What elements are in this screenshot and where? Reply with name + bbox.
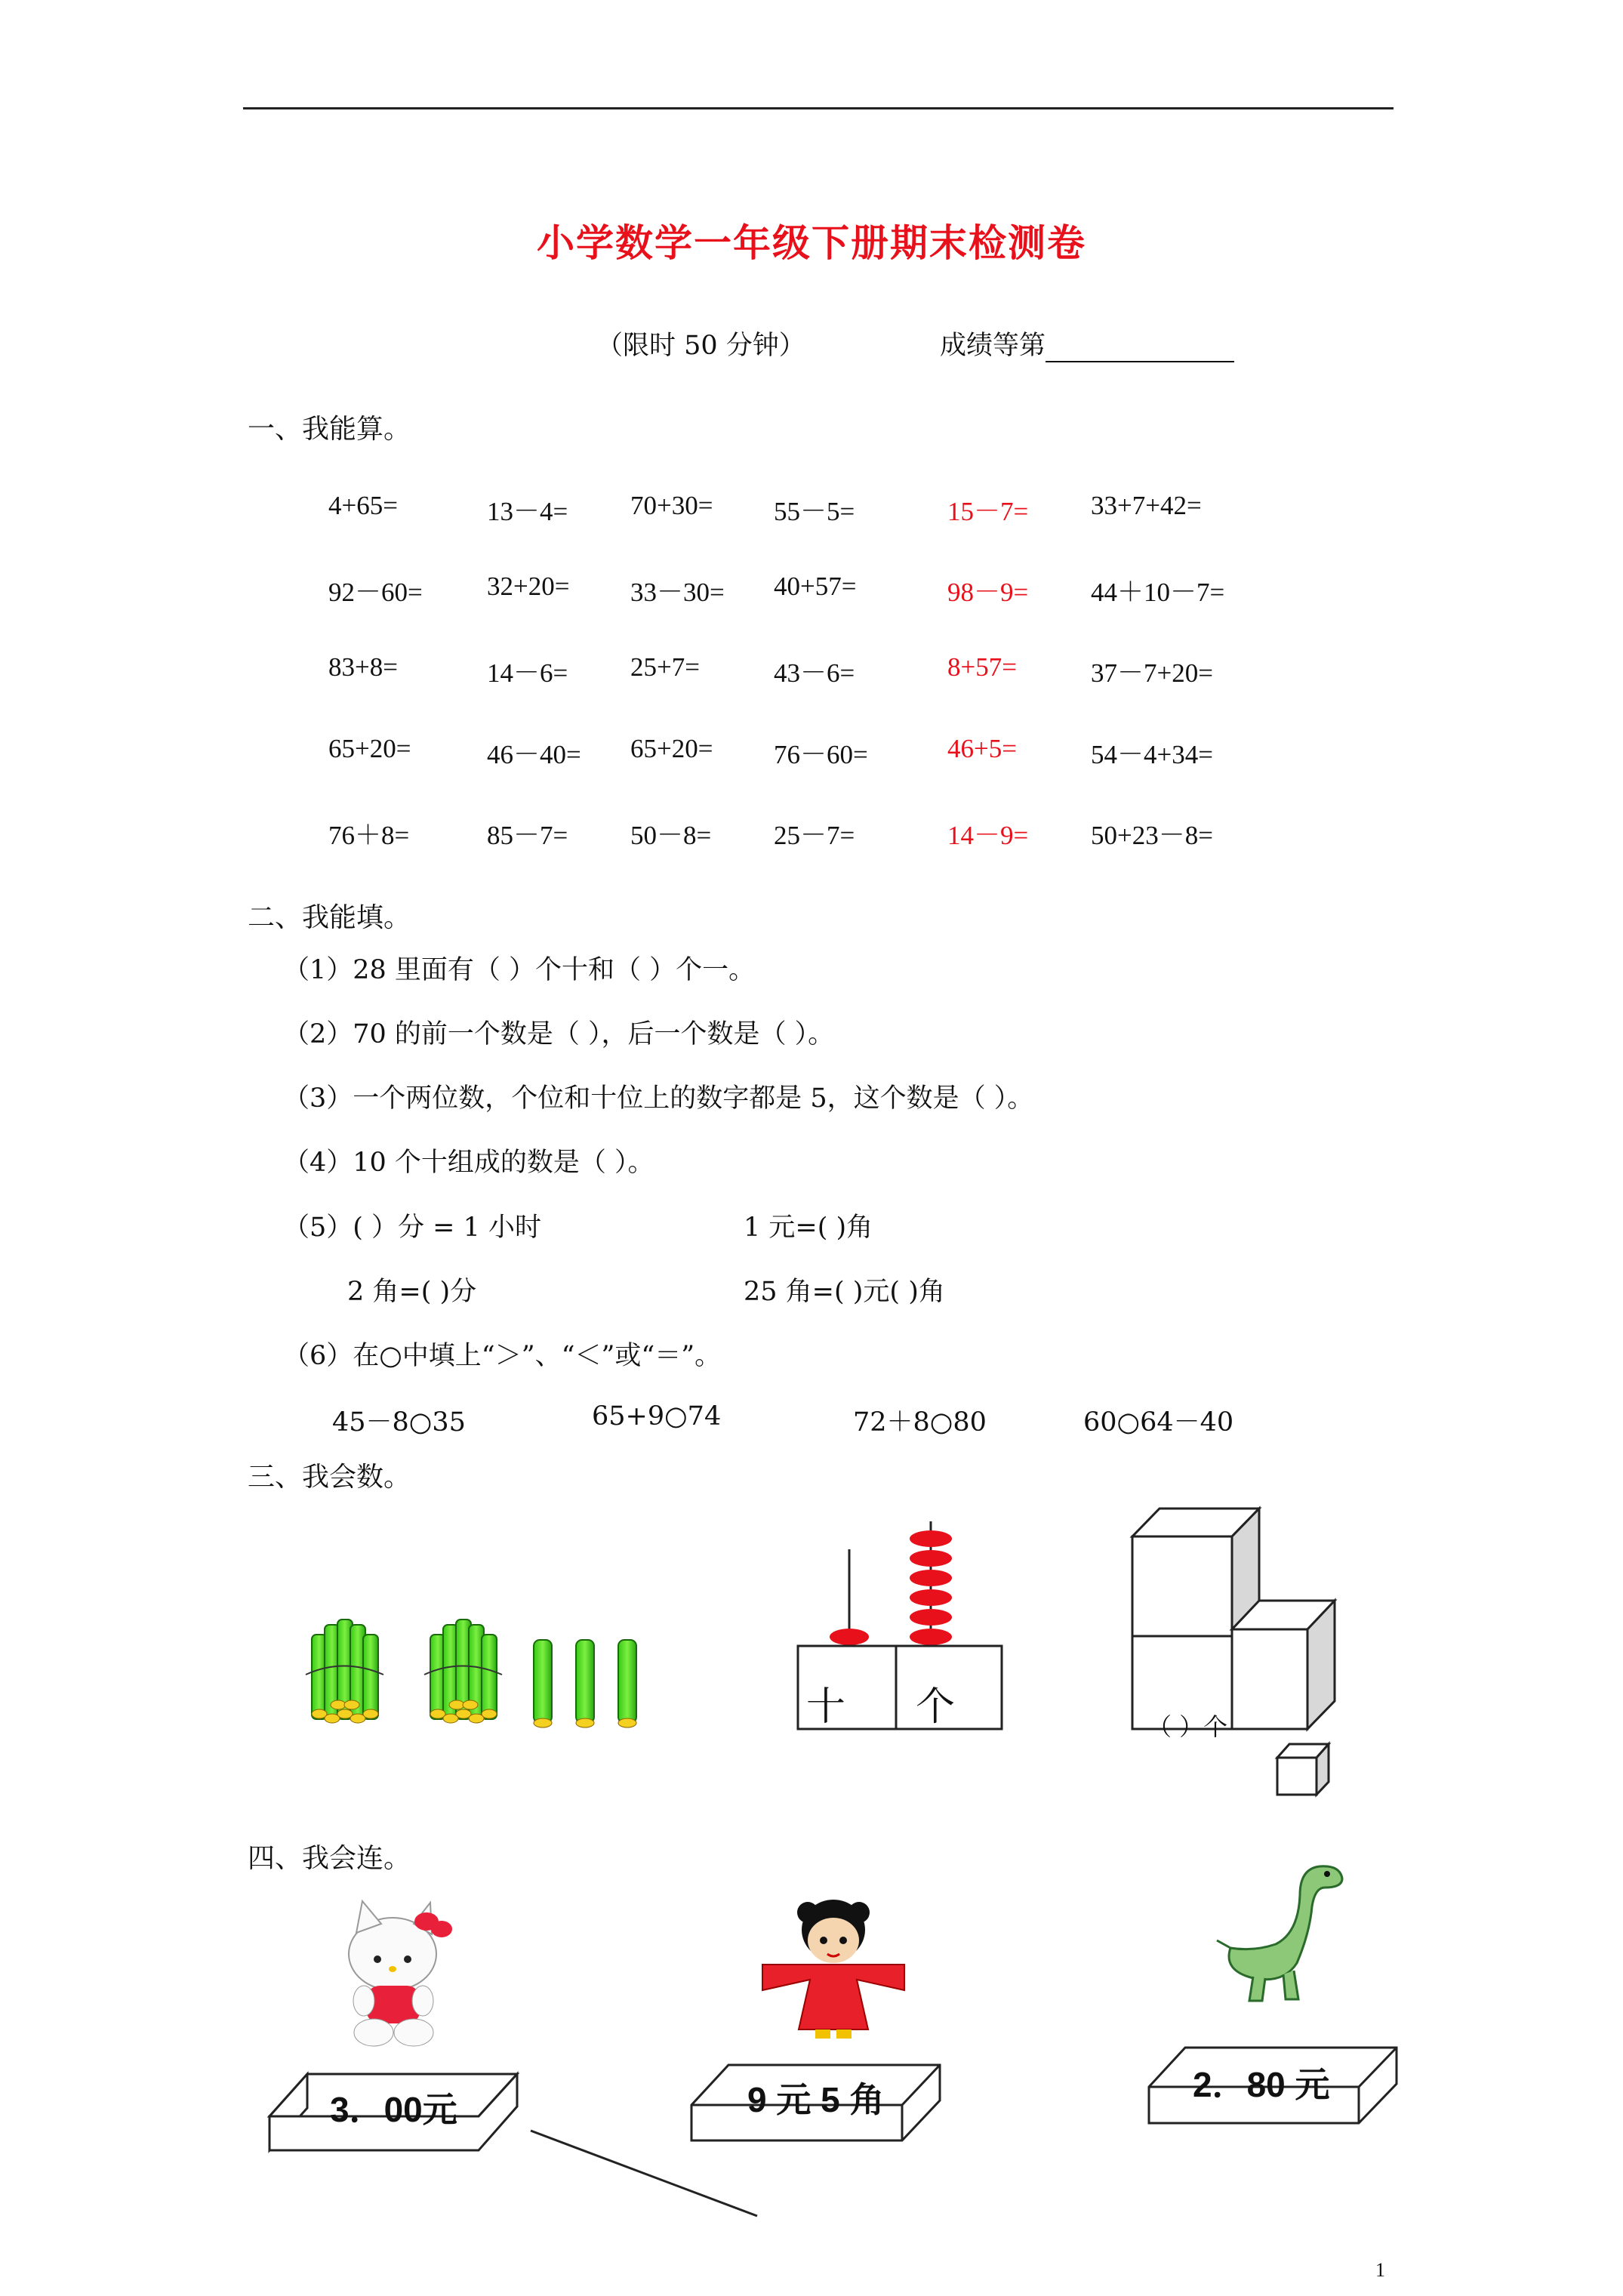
stick-bundle-2 — [424, 1620, 502, 1723]
section4-heading: 四、我会连。 — [248, 1843, 411, 1874]
section1-heading: 一、我能算。 — [248, 414, 411, 445]
section3-heading: 三、我会数。 — [248, 1462, 411, 1493]
calc-r2-c4: 40+57= — [774, 572, 857, 601]
calc-r3-c4: 43－6= — [774, 658, 855, 688]
calc-r2-c3: 33－30= — [630, 578, 725, 607]
calc-r1-c4: 55－5= — [774, 497, 855, 526]
fill-q4: （4）10 个十组成的数是（ ）。 — [283, 1148, 654, 1178]
calc-r3-c1: 83+8= — [328, 652, 398, 682]
stick-bundle-1 — [306, 1620, 383, 1723]
calc-r1-c5: 15－7= — [947, 497, 1029, 526]
price-label-2: 9 元 5 角 — [747, 2080, 885, 2119]
compare-3: 72＋8○80 — [853, 1407, 987, 1438]
calc-r3-c2: 14－6= — [487, 658, 568, 688]
single-sticks — [534, 1640, 636, 1727]
calc-r4-c6: 54－4+34= — [1091, 740, 1213, 769]
score-label: 成绩等第 — [940, 331, 1046, 361]
fill-q5-time: （5）( ）分 = 1 小时 — [283, 1213, 542, 1243]
calc-r5-c3: 50－8= — [630, 821, 712, 850]
compare-4: 60○64－40 — [1083, 1407, 1234, 1438]
section2-heading: 二、我能填。 — [248, 902, 411, 933]
compare-1: 45－8○35 — [332, 1407, 466, 1438]
calc-r1-c3: 70+30= — [630, 491, 713, 520]
calc-r2-c6: 44＋10－7= — [1091, 578, 1225, 607]
example-connector-line — [531, 2131, 757, 2216]
price-label-1: 3．00元 — [330, 2090, 457, 2129]
calc-r2-c5: 98－9= — [947, 578, 1029, 607]
price-label-3: 2．80 元 — [1193, 2065, 1330, 2104]
fill-q5-yuan: 1 元=( )角 — [744, 1213, 873, 1243]
cube-stack — [1132, 1509, 1335, 1795]
chinese-doll — [762, 1900, 904, 2039]
cube-count-blank[interactable]: （ ）个 — [1147, 1712, 1228, 1741]
calc-r2-c1: 92－60= — [328, 578, 423, 607]
calc-r1-c6: 33+7+42= — [1091, 491, 1202, 520]
fill-q5-25jiao: 25 角=( )元( )角 — [744, 1277, 945, 1307]
fill-q6: （6）在○中填上“＞”、“＜”或“＝”。 — [283, 1341, 722, 1371]
fill-q3: （3）一个两位数，个位和十位上的数字都是 5，这个数是（ ）。 — [283, 1083, 1034, 1114]
dinosaur-toy — [1217, 1866, 1342, 2001]
fill-q1: （1）28 里面有（ ）个十和（ ）个一。 — [283, 955, 756, 985]
kitty-doll — [349, 1901, 452, 2046]
calc-r2-c2: 32+20= — [487, 572, 570, 601]
calc-r5-c2: 85－7= — [487, 821, 568, 850]
calc-r4-c2: 46－40= — [487, 740, 581, 769]
compare-2: 65+9○74 — [592, 1401, 722, 1432]
page-title: 小学数学一年级下册期末检测卷 — [537, 220, 1086, 265]
calc-r3-c6: 37－7+20= — [1091, 658, 1213, 688]
calc-r3-c5: 8+57= — [947, 652, 1017, 682]
calc-r3-c3: 25+7= — [630, 652, 700, 682]
calc-r5-c6: 50+23－8= — [1091, 821, 1213, 850]
abacus-tens-label: 十 — [806, 1684, 846, 1730]
calc-r1-c1: 4+65= — [328, 491, 398, 520]
fill-q2: （2）70 的前一个数是（ ），后一个数是（ ）。 — [283, 1019, 835, 1049]
calc-r1-c2: 13－4= — [487, 497, 568, 526]
time-limit: （限时 50 分钟） — [596, 331, 805, 361]
abacus-ones-label: 个 — [916, 1684, 956, 1730]
calc-r4-c3: 65+20= — [630, 734, 713, 763]
calc-r4-c1: 65+20= — [328, 734, 411, 763]
page-number: 1 — [1375, 2259, 1385, 2281]
calc-r4-c4: 76－60= — [774, 740, 868, 769]
calc-r5-c4: 25－7= — [774, 821, 855, 850]
calc-r5-c5: 14－9= — [947, 821, 1029, 850]
fill-q5-jiao: 2 角=( )分 — [347, 1277, 477, 1307]
calc-r5-c1: 76＋8= — [328, 821, 410, 850]
calc-r4-c5: 46+5= — [947, 734, 1017, 763]
